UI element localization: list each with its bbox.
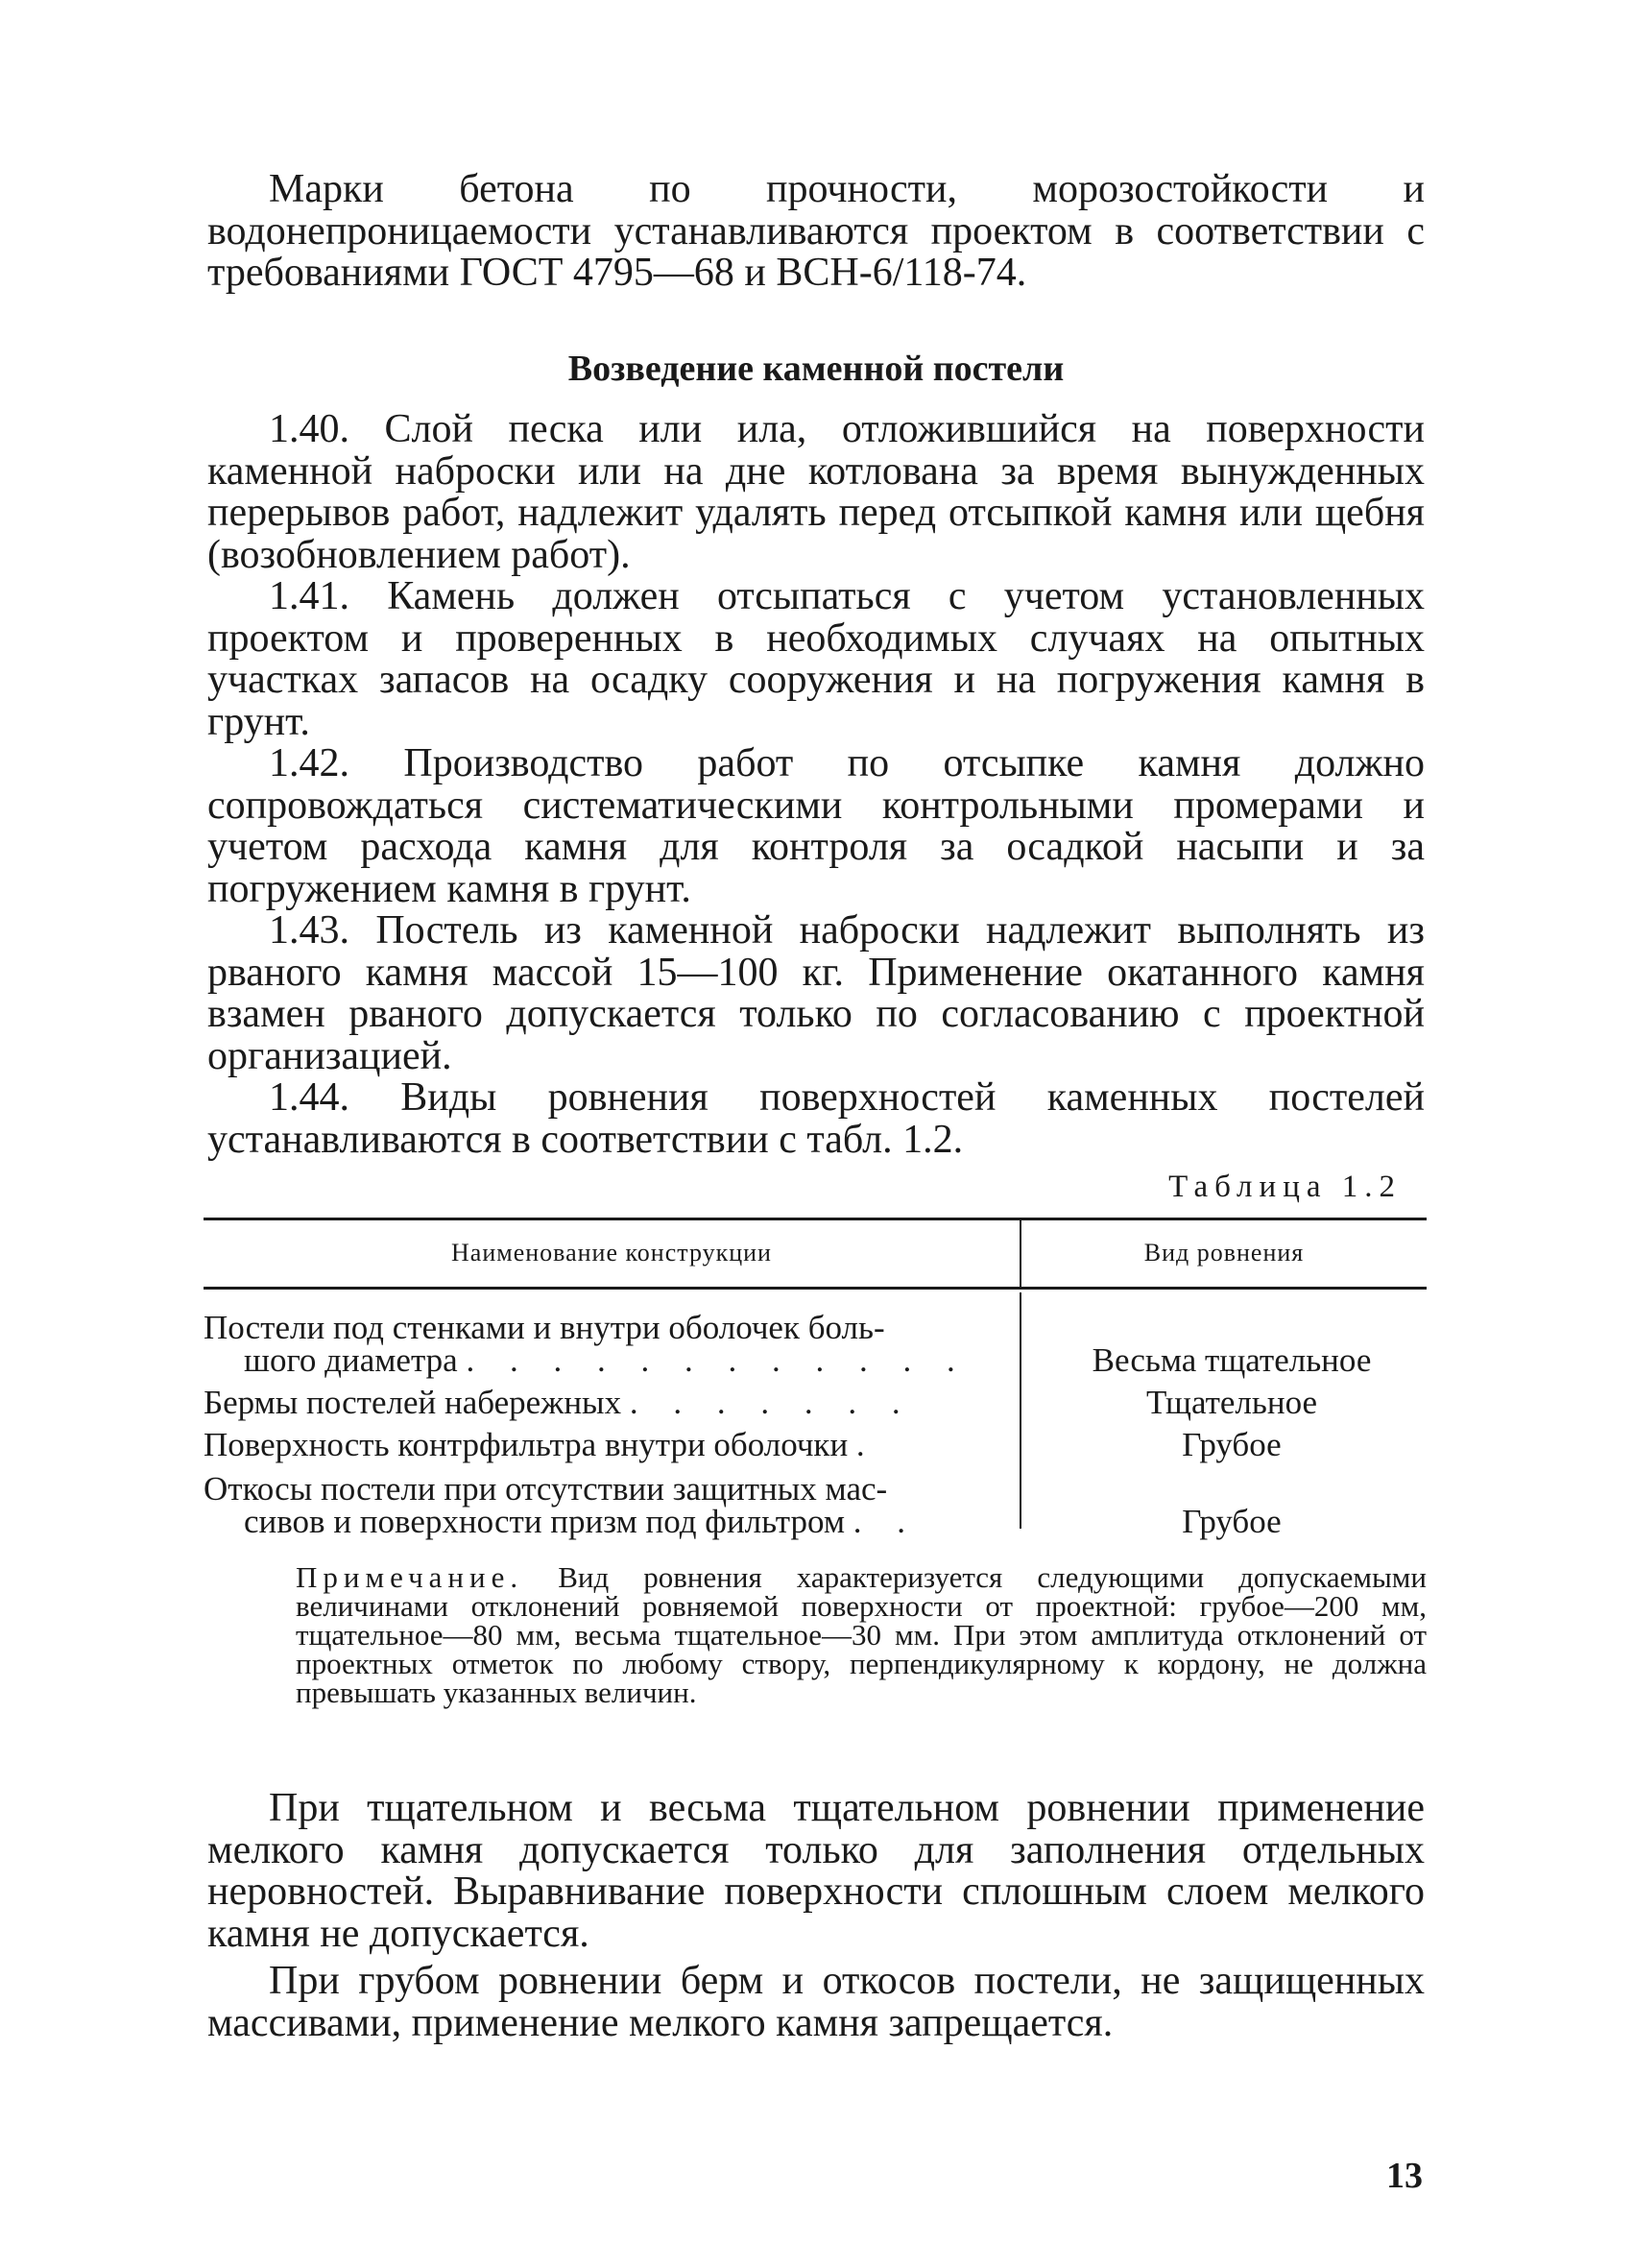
closing-block [207, 1788, 1425, 2044]
page-number: 13 [1386, 2156, 1423, 2196]
clause-1-44: 1.44. Виды ровнения поверхностей каменных постелей устанавливаются в соответствии с табл. 1.2. [207, 1075, 1425, 1162]
row-label-line1: Постели под стенками и внутри оболочек боль- [204, 1309, 885, 1346]
row-label-line1: Откосы постели при отсутствии защитных мас- [204, 1470, 888, 1508]
row-value: Тщательное [1145, 1384, 1318, 1421]
table-note [296, 1560, 1427, 1709]
row-value: Весьма тщательное [1092, 1341, 1372, 1379]
clause-1-40: 1.40. Слой песка или ила, отложившийся на поверхности каменной наброски или на дне котлована за время вынужденных перерывов работ, надлежит удалять перед отсыпкой камня или щебня (возобновлением работ). [207, 407, 1425, 577]
row-value: Грубое [1182, 1426, 1282, 1463]
table-caption: Таблица 1.2 [1168, 1170, 1402, 1204]
note-text: Вид ровнения характеризуется следующими допускаемыми величинами отклонений ровняемой поверхности от проектной: грубое—200 мм, тщательное—80 мм, весьма тщательное—30 мм. При этом амплитуда отклонений от проектных отметок по любому створу, перпендикулярному к кордону, не должна превышать указанных величин. [296, 1560, 1427, 1709]
closing-paragraph: При тщательном и весьма тщательном ровнении применение мелкого камня допускается только для заполнения отдельных неровностей. Выравнивание поверхности сплошным слоем мелкого камня не допускается. [207, 1786, 1425, 1956]
intro-paragraph: Марки бетона по прочности, морозостойкости и водонепроницаемости устанавливаются проектом в соответствии с требованиями ГОСТ 4795—68 и ВСН-6/118-74. [207, 167, 1425, 295]
row-label-line2: сивов и поверхности призм под фильтром . . [244, 1503, 919, 1540]
table-header-name: Наименование конструкции [451, 1239, 772, 1267]
row-label-line2: шого диаметра . . . . . . . . . . . . [244, 1341, 969, 1379]
row-value: Грубое [1182, 1503, 1282, 1540]
clause-1-42: 1.42. Производство работ по отсыпке камня должно сопровождаться систематическими контрольными промерами и учетом расхода камня для контроля за осадкой насыпи и за погружением камня в грунт. [207, 741, 1425, 911]
note-label: Примечание. [296, 1560, 524, 1594]
section-title: Возведение каменной постели [567, 349, 1065, 389]
table-row [0, 1384, 1633, 1421]
clauses-block [207, 409, 1425, 1161]
table-row [0, 1426, 1633, 1463]
table-top-rule [204, 1218, 1427, 1220]
intro-block [207, 169, 1425, 295]
table-row [0, 1309, 1633, 1379]
table-row [0, 1470, 1633, 1540]
row-label: Бермы постелей набережных . . . . . . . [204, 1384, 914, 1421]
table-header-rule [204, 1287, 1427, 1290]
row-label: Поверхность контрфильтра внутри оболочки . [204, 1426, 878, 1463]
closing-paragraph: При грубом ровнении берм и откосов постели, не защищенных массивами, применение мелкого камня запрещается. [207, 1959, 1425, 2045]
clause-1-41: 1.41. Камень должен отсыпаться с учетом установленных проектом и проверенных в необходимых случаях на опытных участках запасов на осадку сооружения и на погружения камня в грунт. [207, 574, 1425, 744]
table-header-type: Вид ровнения [1143, 1239, 1305, 1267]
clause-1-43: 1.43. Постель из каменной наброски надлежит выполнять из рваного камня массой 15—100 кг. Применение окатанного камня взамен рваного допускается только по согласованию с проектной организацией. [207, 908, 1425, 1078]
